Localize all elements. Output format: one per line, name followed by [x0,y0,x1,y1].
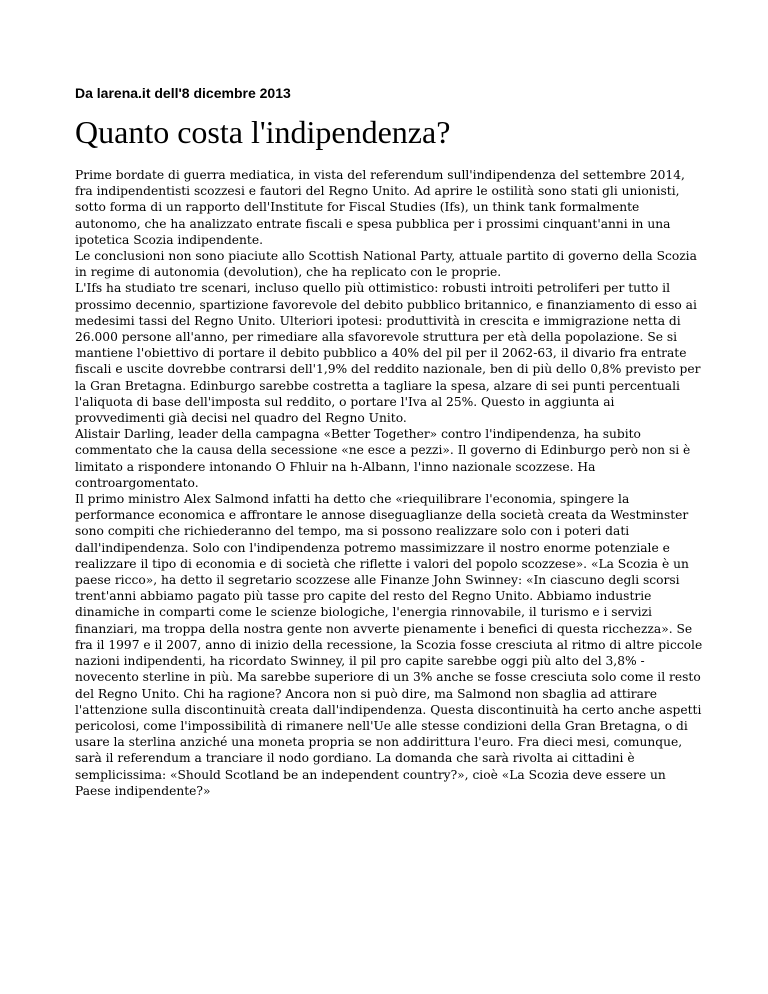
article-body [75,167,703,799]
article-paragraph-1: Prime bordate di guerra mediatica, in vista del referendum sull'indipendenza del settembre 2014, fra indipendentisti scozzesi e fautori del Regno Unito. Ad aprire le ostilità sono stati gli unionisti, sotto forma di un rapporto dell'Institute for Fiscal Studies (Ifs), un think tank formalmente autonomo, che ha analizzato entrate fiscali e spesa pubblica per i prossimi cinquant'anni in una ipotetica Scozia indipendente. [75,168,685,247]
article-paragraph-4: Alistair Darling, leader della campagna «Better Together» contro l'indipendenza, ha subito commentato che la causa della secessione «ne esce a pezzi». Il governo di Edinburgo però non si è limitato a rispondere intonando O Fhluir na h-Albann, l'inno nazionale scozzese. Ha controargomentato. [75,427,691,490]
article-paragraph-2: Le conclusioni non sono piaciute allo Scottish National Party, attuale partito di governo della Scozia in regime di autonomia (devolution), che ha replicato con le proprie. [75,249,697,280]
article-paragraph-5: Il primo ministro Alex Salmond infatti ha detto che «riequilibrare l'economia, spingere la performance economica e affrontare le annose diseguaglianze della società creata da Westminster sono compiti che richiederanno del tempo, ma si possono realizzare solo con i poteri dati dall'indipendenza. Solo con l'indipendenza potremo massimizzare il nostro enorme potenziale e realizzare il tipo di economia e di società che riflette i valori del popolo scozzese». «La Scozia è un paese ricco», ha detto il segretario scozzese alle Finanze John Swinney: «In ciascuno degli scorsi trent'anni abbiamo pagato più tasse pro capite del resto del Regno Unito. Abbiamo industrie dinamiche in comparti come le scienze biologiche, l'energia rinnovabile, il turismo e i servizi finanziari, ma troppa della nostra gente non avverte pienamente i benefici di questa ricchezza». Se fra il 1997 e il 2007, anno di inizio della recessione, la Scozia fosse cresciuta al ritmo di altre piccole nazioni indipendenti, ha ricordato Swinney, il pil pro capite sarebbe oggi più alto del 3,8% - novecento sterline in più. Ma sarebbe superiore di un 3% anche se fosse cresciuta solo come il resto del Regno Unito. Chi ha ragione? Ancora non si può dire, ma Salmond non sbaglia ad attirare l'attenzione sulla discontinuità creata dall'indipendenza. Questa discontinuità ha certo anche aspetti pericolosi, come l'impossibilità di rimanere nell'Ue alle stesse condizioni della Gran Bretagna, o di usare la sterlina anziché una moneta propria se non addirittura l'euro. Fra dieci mesi, comunque, sarà il referendum a tranciare il nodo gordiano. La domanda che sarà rivolta ai cittadini è semplicissima: «Should Scotland be an independent country?», cioè «La Scozia deve essere un Paese indipendente?» [75,492,703,798]
article-source: Da larena.it dell'8 dicembre 2013 [75,85,291,101]
article-title: Quanto costa l'indipendenza? [75,114,451,150]
article [75,84,703,799]
article-paragraph-3: L'Ifs ha studiato tre scenari, incluso quello più ottimistico: robusti introiti petroliferi per tutto il prossimo decennio, spartizione favorevole del debito pubblico britannico, e finanziamento di esso ai medesimi tassi del Regno Unito. Ulteriori ipotesi: produttività in crescita e immigrazione netta di 26.000 persone all'anno, per rimediare alla sfavorevole struttura per età della popolazione. Se si mantiene l'obiettivo di portare il debito pubblico a 40% del pil per il 2062-63, il divario fra entrate fiscali e uscite dovrebbe contrarsi dell'1,9% del reddito nazionale, ben di più dello 0,8% previsto per la Gran Bretagna. Edinburgo sarebbe costretta a tagliare la spesa, alzare di sei punti percentuali l'aliquota di base dell'imposta sul reddito, o portare l'Iva al 25%. Questo in aggiunta ai provvedimenti già decisi nel quadro del Regno Unito. [75,281,701,426]
